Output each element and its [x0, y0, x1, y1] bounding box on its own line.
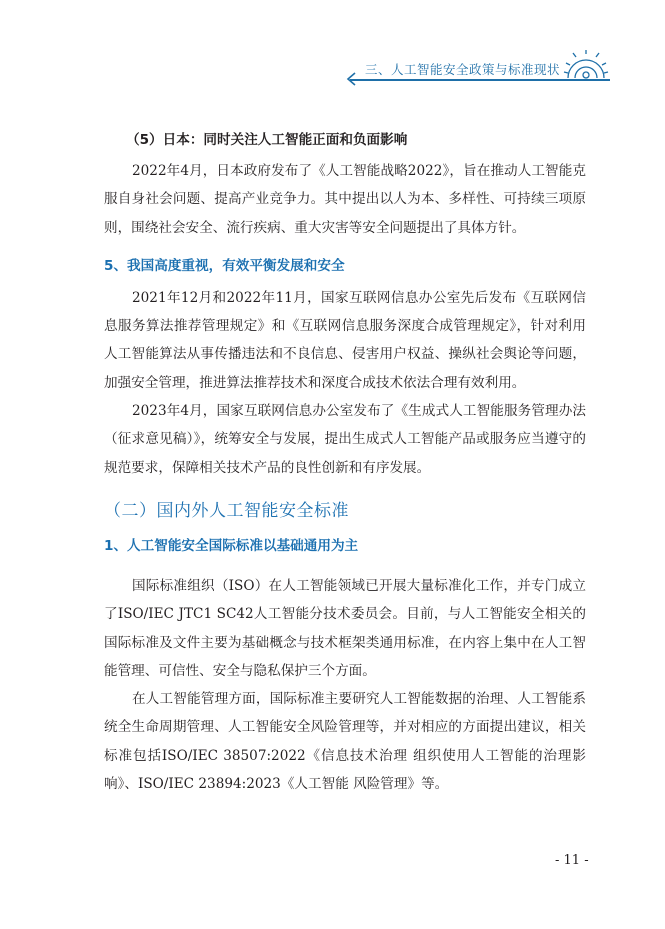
page-number: - 11 -	[555, 853, 589, 868]
header-title: 三、人工智能安全政策与标准现状	[364, 62, 560, 77]
japan-paragraph: 2022年4月，日本政府发布了《人工智能战略2022》，旨在推动人工智能克服自身社会问题、提高产业竞争力。其中提出以人为本、多样性、可持续三项原则，围绕社会安全、流行疾病、重大灾害等安全问题提出了具体方针。	[104, 163, 586, 236]
running-header	[0, 0, 665, 95]
japan-heading: （5）日本：同时关注人工智能正面和负面影响	[126, 132, 408, 148]
china-paragraph-2: 2023年4月，国家互联网信息办公室发布了《生成式人工智能服务管理办法（征求意见稿）》，统筹安全与发展，提出生成式人工智能产品或服务应当遵守的规范要求，保障相关技术产品的良性创新和有序发展。	[104, 403, 586, 476]
china-heading: 5、我国高度重视，有效平衡发展和安全	[104, 257, 345, 274]
standards-section-heading: （二）国内外人工智能安全标准	[104, 500, 349, 521]
intl-standards-heading: 1、人工智能安全国际标准以基础通用为主	[104, 537, 359, 554]
gear-icon	[562, 48, 610, 80]
china-paragraph-1: 2021年12月和2022年11月，国家互联网信息办公室先后发布《互联网信息服务算法推荐管理规定》和《互联网信息服务深度合成管理规定》，针对利用人工智能算法从事传播违法和不良信息、侵害用户权益、操纵社会舆论等问题，加强安全管理，推进算法推荐技术和深度合成技术依法合理有效利用。	[104, 289, 586, 391]
intl-paragraph-2: 在人工智能管理方面，国际标准主要研究人工智能数据的治理、人工智能系统全生命周期管理、人工智能安全风险管理等，并对相应的方面提出建议，相关标准包括ISO/IEC 38507:2022《信息技术治理 组织使用人工智能的治理影响》、ISO/IEC 23894:2023《人工智能 风险管理》等。	[104, 691, 586, 793]
page-content	[104, 118, 586, 798]
intl-paragraph-1: 国际标准组织（ISO）在人工智能领域已开展大量标准化工作，并专门成立了ISO/IEC JTC1 SC42人工智能分技术委员会。目前，与人工智能安全相关的国际标准及文件主要为基础概念与技术框架类通用标准，在内容上集中在人工智能管理、可信性、安全与隐私保护三个方面。	[104, 577, 586, 679]
